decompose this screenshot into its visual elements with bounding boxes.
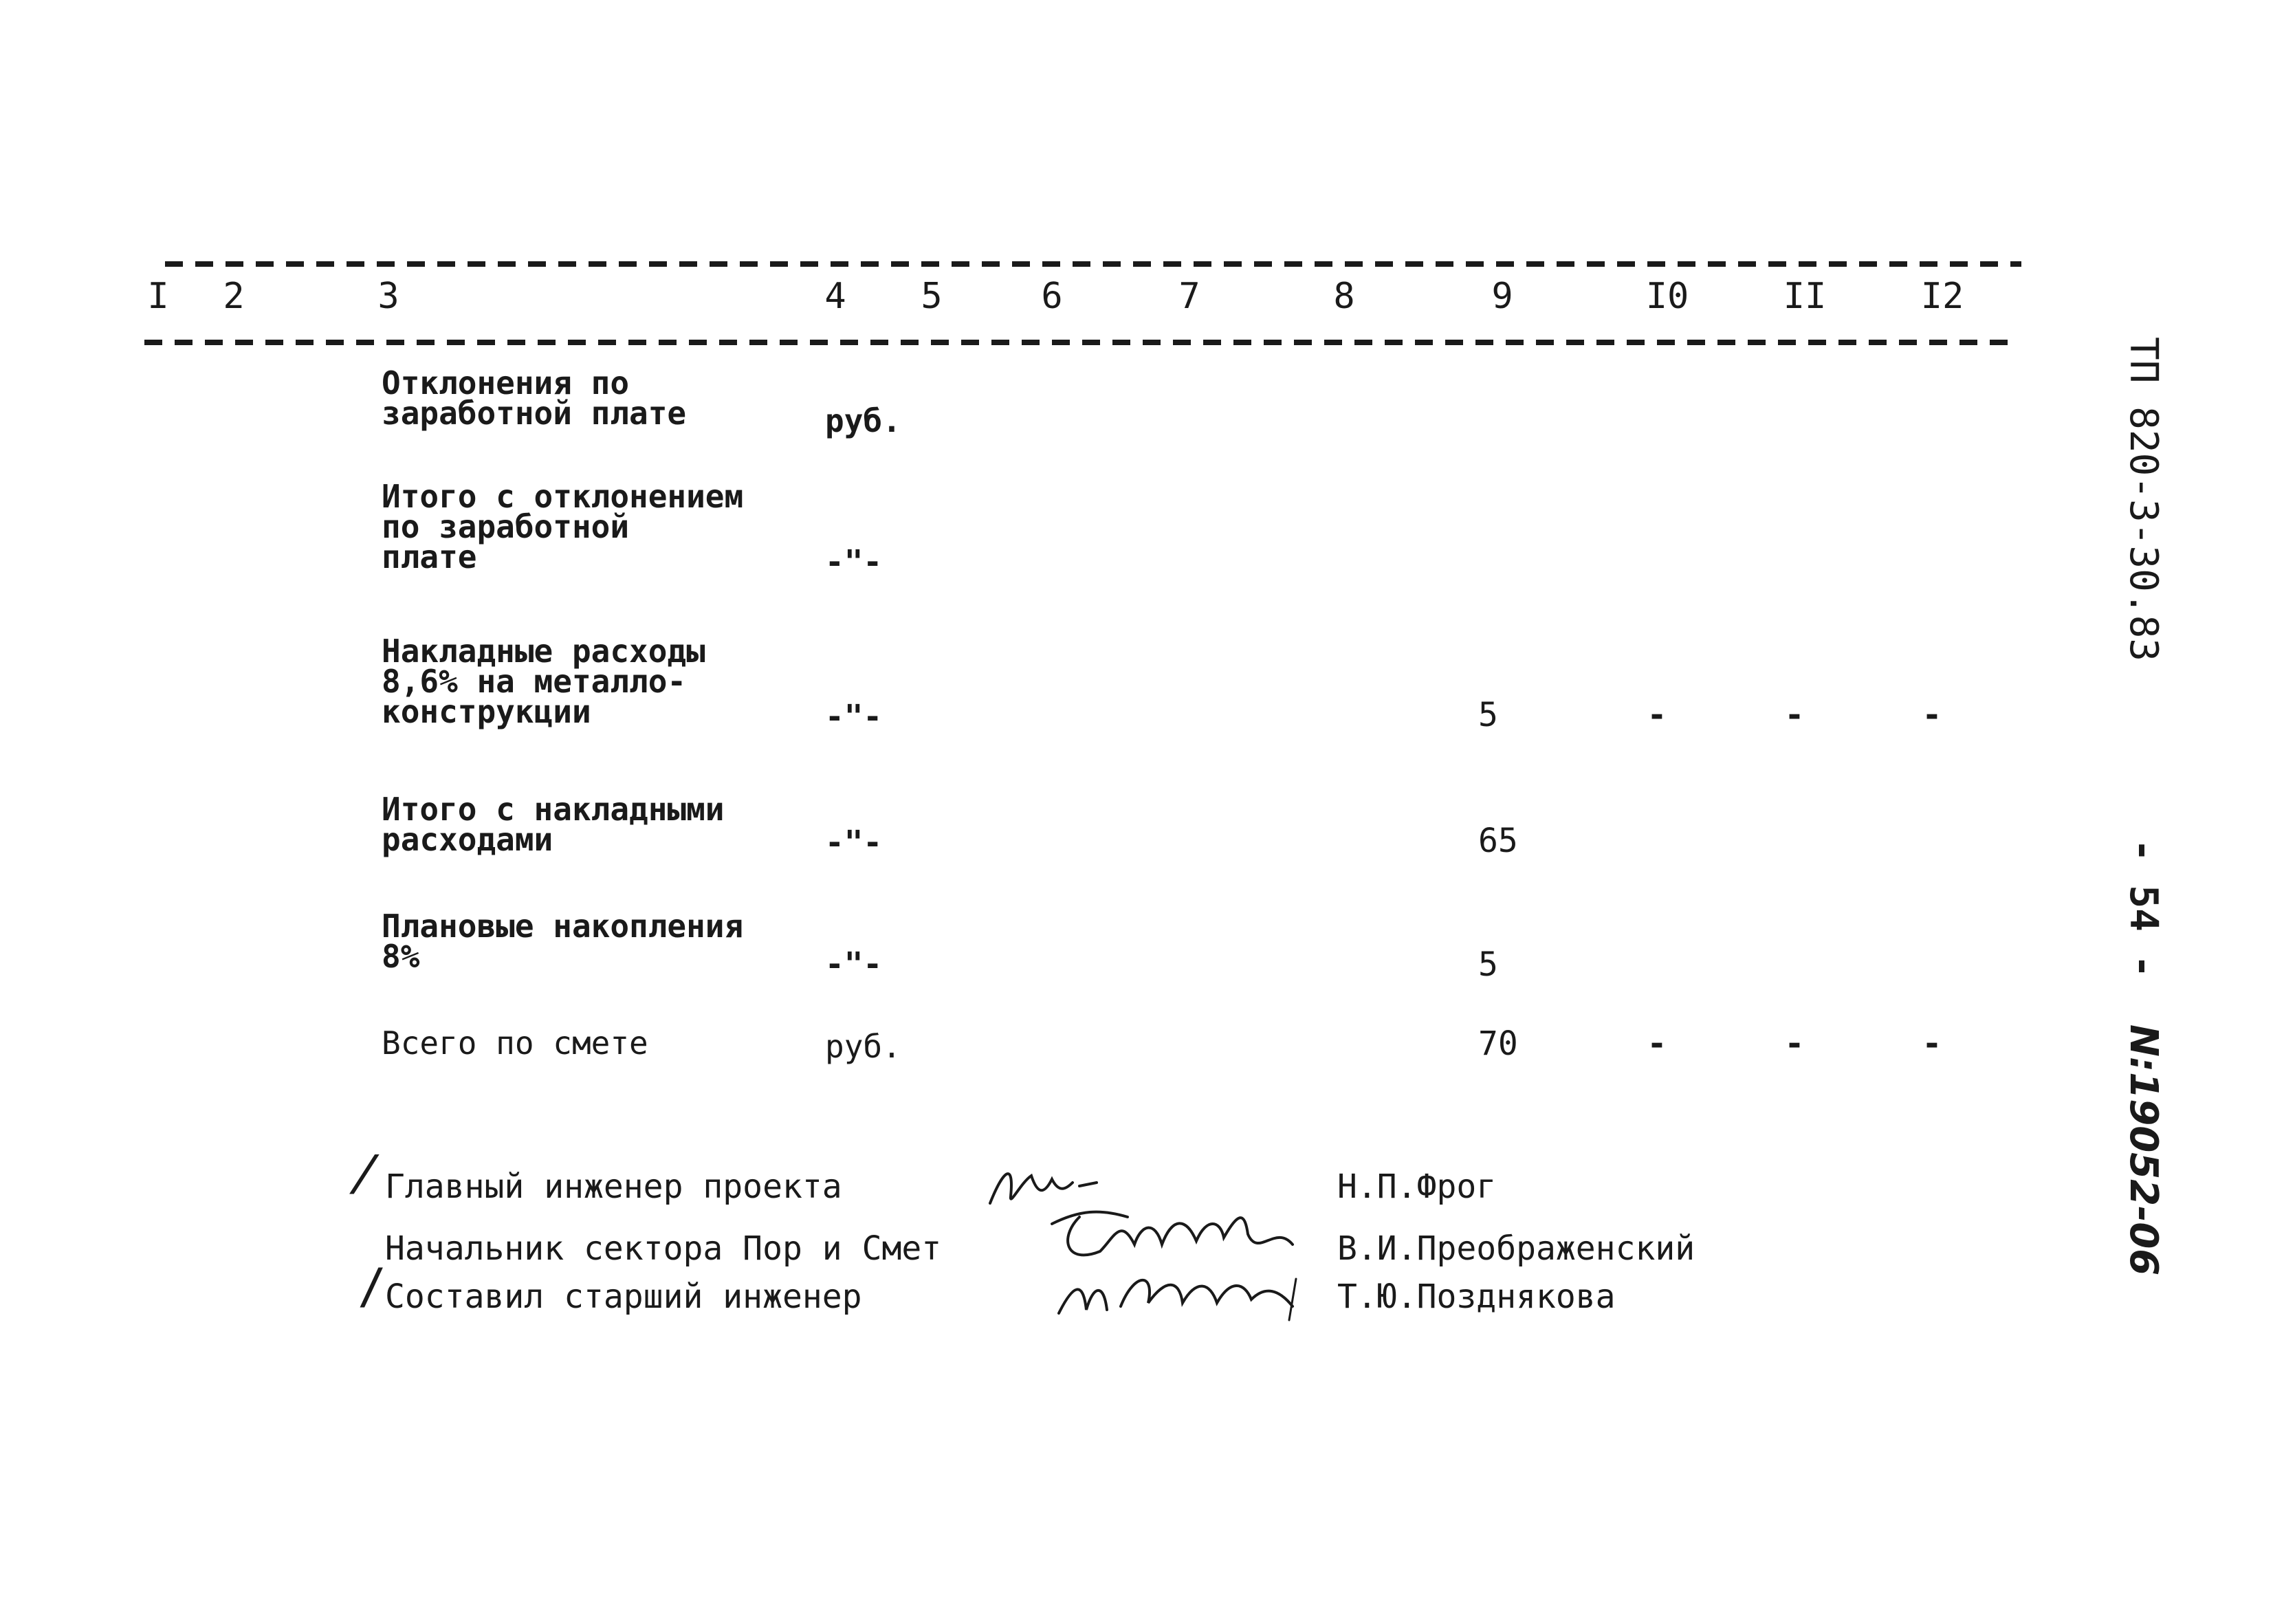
- column-header-4: 4: [824, 276, 846, 317]
- column-header-11: II: [1783, 276, 1827, 317]
- row-unit: руб.: [825, 1028, 901, 1065]
- column-header-1: I: [147, 276, 169, 317]
- row-col12-dash: -: [1922, 696, 1942, 734]
- signature-title: Составил старший инженер: [385, 1277, 862, 1316]
- row-description: Итого с накладными расходами: [382, 791, 725, 858]
- column-header-12: I2: [1920, 276, 1964, 317]
- row-col9-value: 70: [1478, 1024, 1518, 1063]
- row-col10-dash: -: [1647, 696, 1667, 734]
- signature-name: Т.Ю.Позднякова: [1337, 1277, 1616, 1316]
- row-unit: -"-: [825, 824, 883, 861]
- slash-mark: /: [345, 1145, 385, 1201]
- row-description: Итого с отклонением по заработной плате: [382, 478, 744, 575]
- document-code: ТП 820-3-30.83: [2121, 337, 2166, 662]
- row-unit: -"-: [825, 543, 883, 580]
- signature-name: В.И.Преображенский: [1337, 1229, 1695, 1268]
- inventory-number: N:19052-06: [2121, 1024, 2166, 1276]
- row-col12-dash: -: [1922, 1024, 1942, 1063]
- row-col9-value: 5: [1478, 696, 1498, 734]
- column-header-7: 7: [1178, 276, 1200, 317]
- row-col11-dash: -: [1784, 696, 1805, 734]
- column-header-6: 6: [1041, 276, 1063, 317]
- column-header-9: 9: [1491, 276, 1513, 317]
- column-header-2: 2: [223, 276, 245, 317]
- column-header-10: I0: [1645, 276, 1689, 317]
- column-header-3: 3: [377, 276, 399, 317]
- row-col11-dash: -: [1784, 1024, 1805, 1063]
- row-description: Всего по смете: [382, 1024, 648, 1062]
- signature-title: Главный инженер проекта: [385, 1167, 842, 1206]
- row-description: Плановые накопления 8%: [382, 908, 744, 975]
- signature-title: Начальник сектора Пор и Смет: [385, 1229, 942, 1268]
- handwritten-signature: [1045, 1251, 1306, 1327]
- row-unit: руб.: [825, 402, 901, 439]
- row-col9-value: 5: [1478, 945, 1498, 984]
- row-col9-value: 65: [1478, 822, 1518, 860]
- row-col10-dash: -: [1647, 1024, 1667, 1063]
- row-description: Накладные расходы 8,6% на металло- конструкции: [382, 633, 705, 730]
- row-unit: -"-: [825, 945, 883, 983]
- row-unit: -"-: [825, 698, 883, 735]
- column-header-5: 5: [921, 276, 943, 317]
- slash-mark: /: [358, 1258, 387, 1315]
- page-number: - 54 -: [2121, 839, 2166, 978]
- column-header-8: 8: [1333, 276, 1355, 317]
- signature-name: Н.П.Фрог: [1337, 1167, 1497, 1206]
- row-description: Отклонения по заработной плате: [382, 364, 687, 432]
